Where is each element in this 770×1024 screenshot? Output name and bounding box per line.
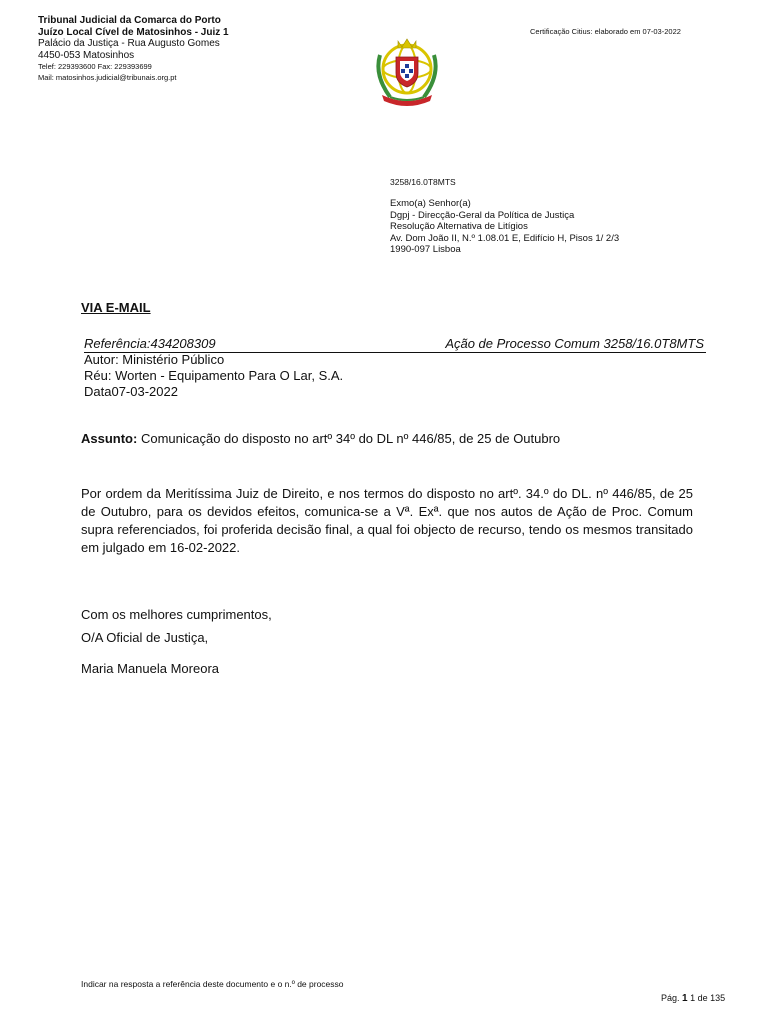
action-type: Ação de Processo Comum 3258/16.0T8MTS: [445, 336, 704, 351]
court-name: Tribunal Judicial da Comarca do Porto: [38, 15, 221, 26]
closing-block: [81, 603, 272, 649]
court-phone-fax: Telef: 229393600 Fax: 229393699: [38, 62, 152, 71]
reference-number: Referência:434208309: [84, 336, 216, 351]
court-address-line2: 4450-053 Matosinhos: [38, 49, 135, 61]
court-unit: Juízo Local Cível de Matosinhos - Juiz 1: [38, 26, 229, 38]
defendant: Réu: Worten - Equipamento Para O Lar, S.A.: [84, 368, 344, 383]
body-paragraph: Por ordem da Meritíssima Juiz de Direito, e nos termos do disposto no artº. 34.º do DL. nº 446/85, de 25 de Outubro, para os devidos efeitos, comunica-se a Vª. Exª. que nos autos de Ação de Proc. Comum supra referenciados, foi proferida decisão final, a qual foi objecto de recurso, tendo os mesmos transitado em julgado em 16-02-2022.: [81, 486, 693, 555]
parties-block: [84, 352, 343, 400]
addressee-line: Exmo(a) Senhor(a): [390, 198, 471, 209]
subject-line: [81, 431, 560, 446]
document-date: Data07-03-2022: [84, 384, 178, 399]
page-number: 1: [682, 993, 688, 1004]
page-label: Pág.: [661, 993, 680, 1003]
footer-note: Indicar na resposta a referência deste documento e o n.º de processo: [81, 979, 344, 989]
author: Autor: Ministério Público: [84, 352, 225, 367]
closing-role: O/A Oficial de Justiça,: [81, 630, 209, 645]
signer-name: Maria Manuela Moreora: [81, 661, 220, 676]
page-indicator: [661, 993, 725, 1004]
reference-line: [84, 336, 706, 353]
coat-of-arms-icon: [372, 35, 442, 107]
delivery-method: VIA E-MAIL: [81, 300, 151, 315]
closing-greeting: Com os melhores cumprimentos,: [81, 607, 272, 622]
subject-label: Assunto:: [81, 431, 138, 446]
court-address-line1: Palácio da Justiça - Rua Augusto Gomes: [38, 38, 220, 49]
addressee-line: Dgpj - Direcção-Geral da Política de Justiça: [390, 209, 575, 221]
addressee-line: 1990-097 Lisboa: [390, 244, 461, 255]
page-total: 1 de 135: [690, 993, 726, 1003]
process-number: 3258/16.0T8MTS: [390, 177, 456, 187]
certification-note: Certificação Citius: elaborado em 07-03-2022: [530, 27, 681, 36]
subject-text: Comunicação do disposto no artº 34º do DL nº 446/85, de 25 de Outubro: [137, 431, 561, 446]
court-header: [38, 15, 229, 83]
court-email: Mail: matosinhos.judicial@tribunais.org.pt: [38, 73, 177, 82]
addressee-line: Resolução Alternativa de Litígios: [390, 221, 528, 232]
addressee-line: Av. Dom João II, N.º 1.08.01 E, Edifício H, Pisos 1/ 2/3: [390, 232, 620, 244]
addressee-block: [390, 198, 619, 256]
